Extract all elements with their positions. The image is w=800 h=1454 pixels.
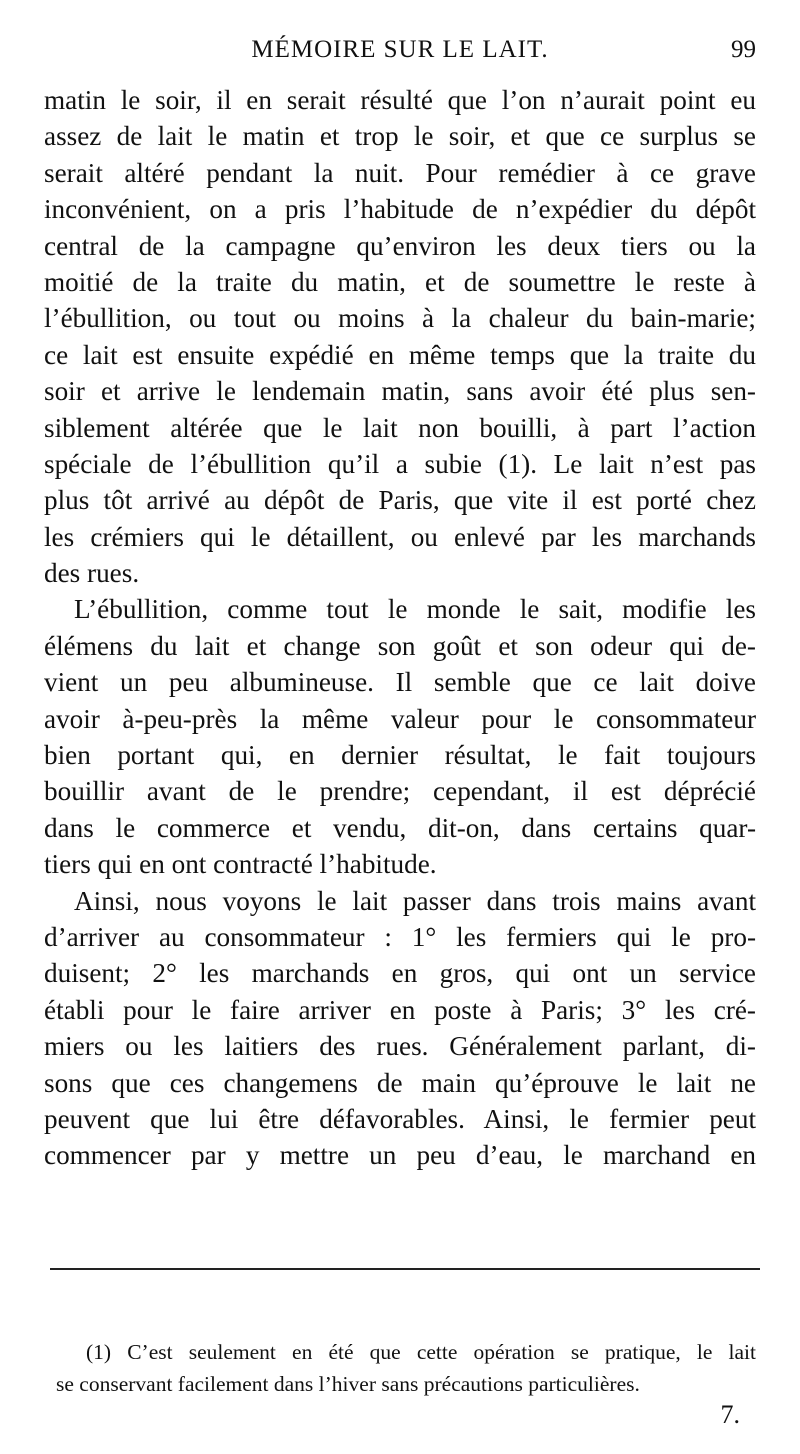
text-line: duisent; 2° les marchands en gros, qui ont un service <box>44 958 756 989</box>
running-title: MÉMOIRE SUR LE LAIT. <box>251 36 549 63</box>
text-line: serait altéré pendant la nuit. Pour remédier à ce grave <box>44 157 756 188</box>
footnote-divider <box>50 1268 760 1270</box>
text-line: soir et arrive le lendemain matin, sans avoir été plus sen- <box>44 376 756 407</box>
text-line: assez de lait le matin et trop le soir, et que ce surplus se <box>44 121 756 152</box>
footnote-line: se conservant facilement dans l’hiver sans précautions particulières. <box>56 1372 640 1396</box>
text-line: plus tôt arrivé au dépôt de Paris, que vite il est porté chez <box>44 485 756 516</box>
signature-mark: 7. <box>720 1400 740 1429</box>
text-line: L’ébullition, comme tout le monde le sait, modifie les <box>74 594 756 625</box>
text-line: Ainsi, nous voyons le lait passer dans trois mains avant <box>74 885 756 916</box>
text-line: bouillir avant de le prendre; cependant, il est déprécié <box>44 776 756 807</box>
running-head <box>44 36 756 72</box>
body-text <box>44 82 756 1174</box>
text-line: moitié de la traite du matin, et de soumettre le reste à <box>44 266 756 297</box>
text-line: miers ou les laitiers des rues. Généralement parlant, di- <box>44 1031 756 1062</box>
text-line: inconvénient, on a pris l’habitude de n’expédier du dépôt <box>44 194 756 225</box>
text-line: bien portant qui, en dernier résultat, le fait toujours <box>44 740 756 771</box>
text-line: matin le soir, il en serait résulté que l’on n’aurait point eu <box>44 85 756 115</box>
text-line: dans le commerce et vendu, dit-on, dans certains quar- <box>44 812 756 843</box>
footnote <box>56 1336 756 1400</box>
text-line: siblement altérée que le lait non bouilli, à part l’action <box>44 412 756 443</box>
text-line: élémens du lait et change son goût et son odeur qui de- <box>44 630 756 661</box>
text-line: spéciale de l’ébullition qu’il a subie (1). Le lait n’est pas <box>44 448 756 479</box>
text-line: avoir à-peu-près la même valeur pour le consommateur <box>44 703 756 734</box>
text-line: l’ébullition, ou tout ou moins à la chaleur du bain-marie; <box>44 303 756 334</box>
text-line: vient un peu albumineuse. Il semble que ce lait doive <box>44 667 756 698</box>
text-line: peuvent que lui être défavorables. Ainsi, le fermier peut <box>44 1103 756 1134</box>
text-line: tiers qui en ont contracté l’habitude. <box>44 849 437 880</box>
text-line: des rues. <box>44 558 140 589</box>
text-line: sons que ces changemens de main qu’éprouve le lait ne <box>44 1067 756 1098</box>
page-number: 99 <box>731 36 756 63</box>
text-line: d’arriver au consommateur : 1° les fermiers qui le pro- <box>44 921 756 952</box>
text-line: commencer par y mettre un peu d’eau, le marchand en <box>44 1140 756 1171</box>
text-line: établi pour le faire arriver en poste à Paris; 3° les cré- <box>44 994 756 1025</box>
text-line: central de la campagne qu’environ les deux tiers ou la <box>44 230 756 261</box>
text-line: ce lait est ensuite expédié en même temps que la traite du <box>44 339 756 370</box>
text-line: les crémiers qui le détaillent, ou enlevé par les marchands <box>44 521 756 552</box>
footnote-line: (1) C’est seulement en été que cette opération se pratique, le lait <box>86 1340 756 1364</box>
